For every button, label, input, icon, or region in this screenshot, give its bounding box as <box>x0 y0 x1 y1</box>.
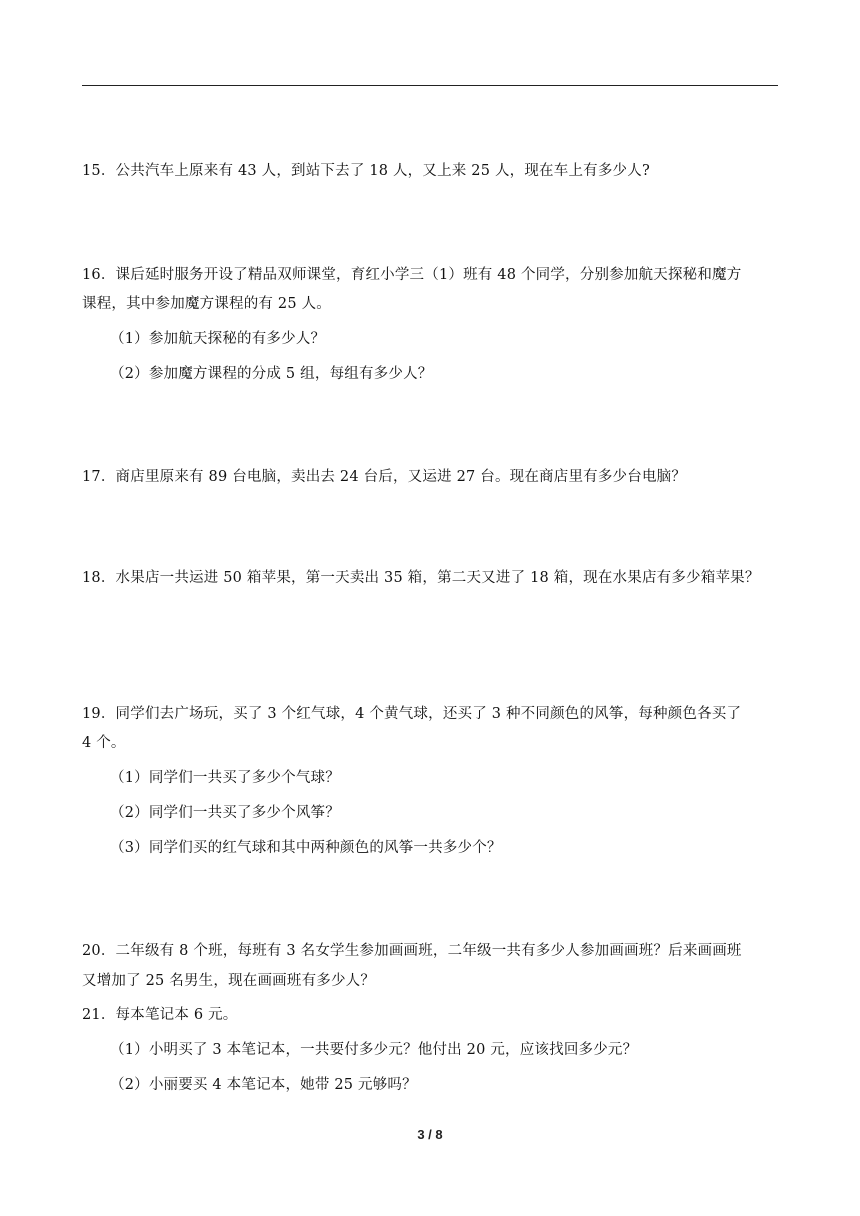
question-18: 18．水果店一共运进 50 箱苹果，第一天卖出 35 箱，第二天又进了 18 箱，现在水果店有多少箱苹果？ <box>82 570 760 586</box>
question-16-part-1: （1）参加航天探秘的有多少人？ <box>110 331 326 347</box>
question-16-continued: 课程，其中参加魔方课程的有 25 人。 <box>82 296 331 312</box>
question-19: 19．同学们去广场玩，买了 3 个红气球，4 个黄气球，还买了 3 种不同颜色的风筝，每种颜色各买了 <box>82 706 742 722</box>
question-16: 16．课后延时服务开设了精品双师课堂，育红小学三（1）班有 48 个同学，分别参加航天探秘和魔方 <box>82 267 742 283</box>
question-19-part-2: （2）同学们一共买了多少个风筝？ <box>110 805 340 821</box>
question-19-continued: 4 个。 <box>82 735 126 751</box>
question-20: 20．二年级有 8 个班，每班有 3 名女学生参加画画班，二年级一共有多少人参加画画班？后来画画班 <box>82 943 742 959</box>
question-15: 15．公共汽车上原来有 43 人，到站下去了 18 人，又上来 25 人，现在车上有多少人? <box>82 163 650 179</box>
question-21: 21．每本笔记本 6 元。 <box>82 1007 238 1023</box>
question-21-part-1: （1）小明买了 3 本笔记本，一共要付多少元？他付出 20 元，应该找回多少元？ <box>110 1042 638 1058</box>
page-number: 3 / 8 <box>417 1127 443 1142</box>
question-21-part-2: （2）小丽要买 4 本笔记本，她带 25 元够吗？ <box>110 1077 417 1093</box>
header-rule <box>82 85 778 86</box>
question-17: 17．商店里原来有 89 台电脑，卖出去 24 台后，又运进 27 台。现在商店里有多少台电脑？ <box>82 469 687 485</box>
question-16-part-2: （2）参加魔方课程的分成 5 组，每组有多少人？ <box>110 366 433 382</box>
question-20-continued: 又增加了 25 名男生，现在画画班有多少人？ <box>82 973 376 989</box>
question-19-part-1: （1）同学们一共买了多少个气球？ <box>110 770 340 786</box>
question-19-part-3: （3）同学们买的红气球和其中两种颜色的风筝一共多少个？ <box>110 840 502 856</box>
